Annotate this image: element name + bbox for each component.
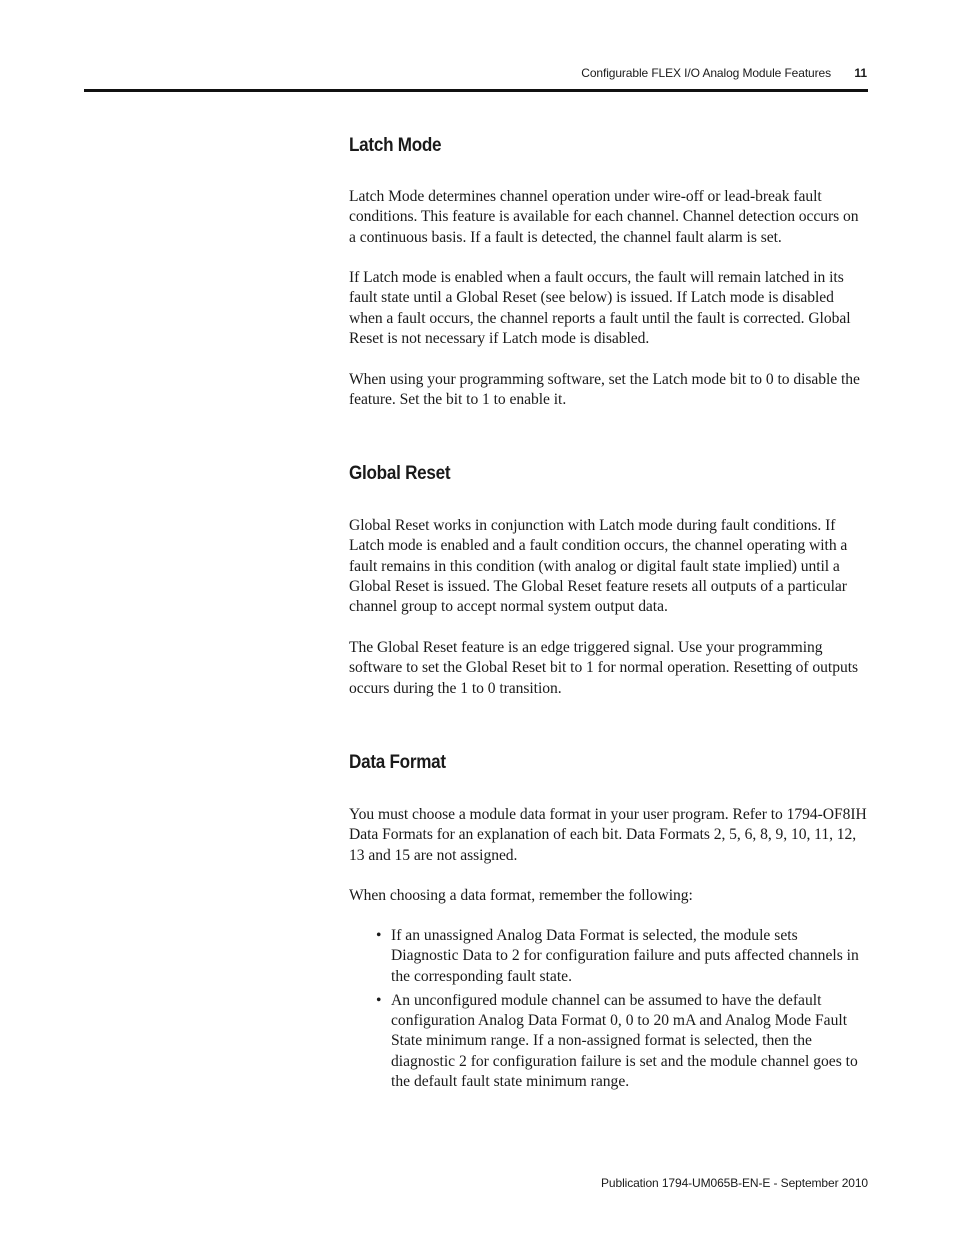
publication-footer: Publication 1794-UM065B-EN-E - September 2010 — [601, 1176, 868, 1190]
paragraph: If Latch mode is enabled when a fault occurs, the fault will remain latched in its fault state until a Global Reset (see below) is issued. If Latch mode is disabled when a fault occurs, the channel reports a fault until the fault is corrected. Global Reset is not necessary if Latch mode is disabled. — [349, 269, 851, 347]
paragraph: When using your programming software, set the Latch mode bit to 0 to disable the feature. Set the bit to 1 to enable it. — [349, 371, 860, 409]
global-reset-paragraph-1 — [349, 516, 869, 617]
paragraph: Latch Mode determines channel operation under wire-off or lead-break fault conditions. This feature is available for each channel. Channel detection occurs on a continuous basis. If a fault is detected, the channel fault alarm is set. — [349, 188, 859, 246]
global-reset-paragraph-2 — [349, 638, 869, 699]
paragraph: You must choose a module data format in your user program. Refer to 1794-OF8IH Data Formats for an explanation of each bit. Data Formats 2, 5, 6, 8, 9, 10, 11, 12, 13 and 15 are not assigned. — [349, 806, 867, 864]
latch-mode-paragraph-1 — [349, 187, 869, 248]
bullet-icon: • — [376, 991, 382, 1009]
latch-mode-paragraph-3 — [349, 370, 869, 411]
list-item-text: An unconfigured module channel can be assumed to have the default configuration Analog Data Format 0, 0 to 20 mA and Analog Mode Fault State minimum range. If a non-assigned format is selected, then the diagnostic 2 for configuration failure is set and the module channel goes to the default fault state minimum range. — [391, 991, 858, 1091]
section-latch-mode — [349, 134, 869, 158]
section-data-format — [349, 751, 869, 775]
section-global-reset — [349, 462, 869, 486]
paragraph: The Global Reset feature is an edge triggered signal. Use your programming software to set the Global Reset bit to 1 for normal operation. Resetting of outputs occurs during the 1 to 0 transition. — [349, 639, 858, 697]
page-header — [84, 58, 868, 92]
paragraph: Global Reset works in conjunction with Latch mode during fault conditions. If Latch mode is enabled and a fault condition occurs, the channel operating with a fault remains in this condition (with analog or digital fault state implied) until a Global Reset is issued. The Global Reset feature resets all outputs of a particular channel group to accept normal system output data. — [349, 517, 848, 616]
data-format-paragraph-1 — [349, 805, 869, 866]
page-number: 11 — [854, 66, 867, 80]
latch-mode-paragraph-2 — [349, 268, 869, 349]
data-format-paragraph-2 — [349, 886, 869, 906]
header-title: Configurable FLEX I/O Analog Module Features — [581, 66, 831, 80]
data-format-bullet-list — [349, 926, 869, 1096]
paragraph: When choosing a data format, remember the following: — [349, 887, 693, 904]
section-heading: Global Reset — [349, 463, 451, 484]
section-heading: Latch Mode — [349, 135, 442, 156]
section-heading: Data Format — [349, 752, 446, 773]
list-item-text: If an unassigned Analog Data Format is selected, the module sets Diagnostic Data to 2 for configuration failure and puts affected channels in the corresponding fault state. — [391, 927, 859, 985]
list-item — [349, 991, 869, 1092]
bullet-icon: • — [376, 927, 382, 944]
bullet-list — [349, 926, 869, 1092]
list-item — [349, 926, 869, 987]
